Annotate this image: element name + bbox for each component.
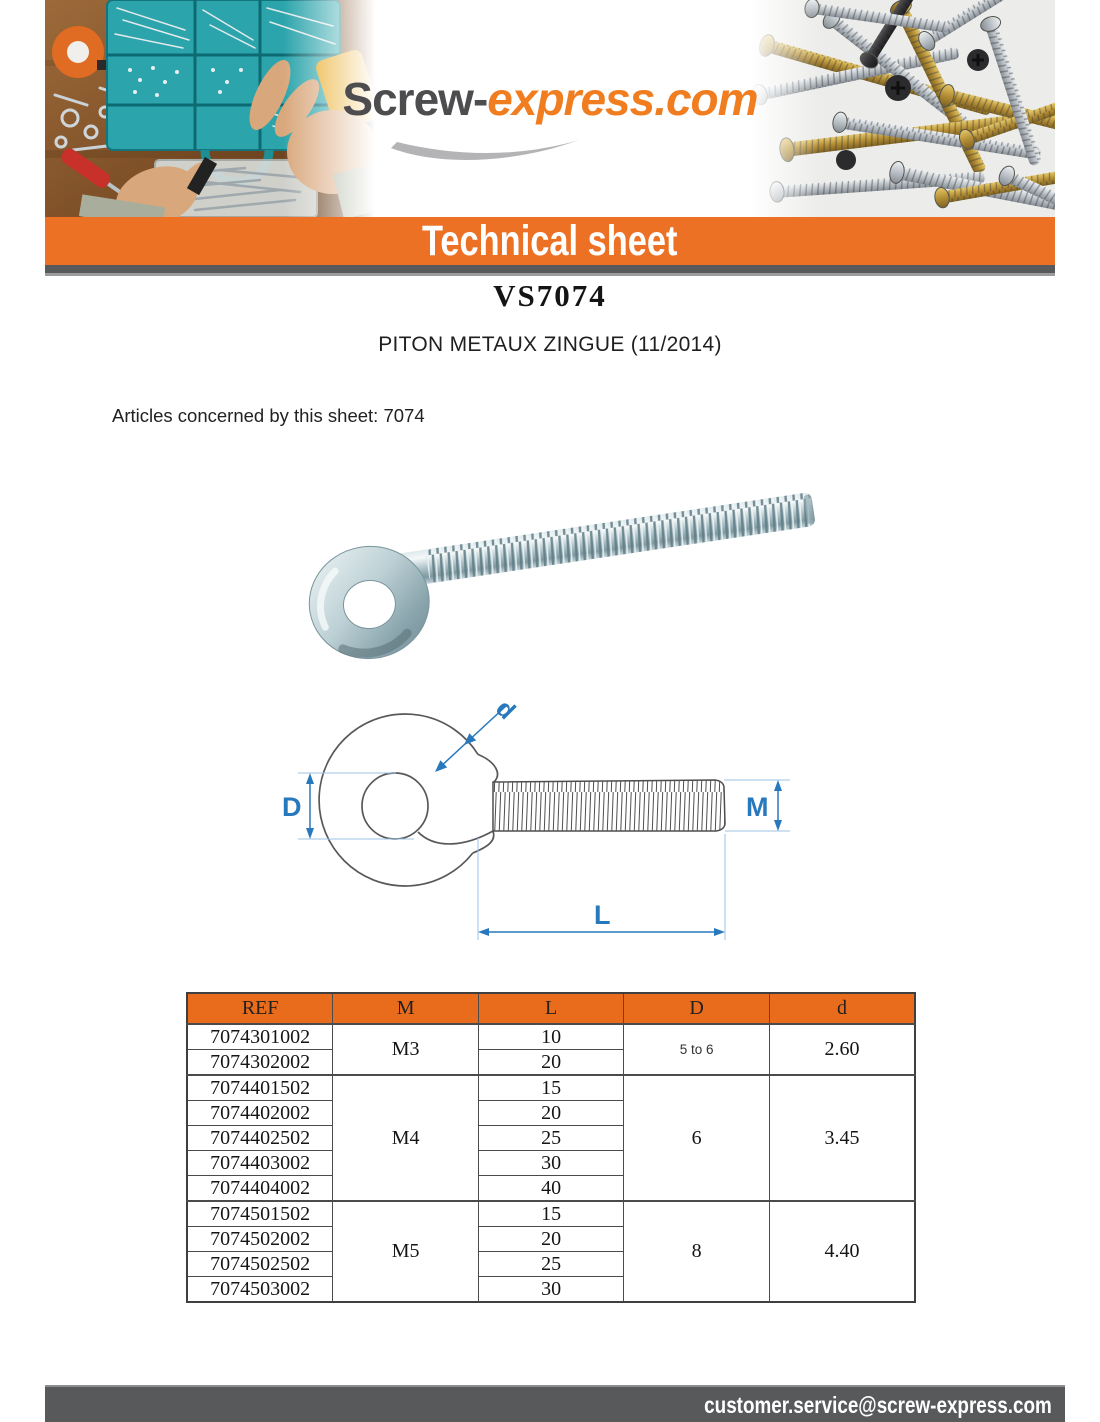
cell-ref: 7074301002 [187,1024,333,1050]
cell-ref: 7074302002 [187,1050,333,1076]
logo-text-gray: Screw- [342,73,488,125]
label-d: d [490,694,521,726]
label-L: L [594,900,611,930]
cell-length: 30 [478,1277,624,1303]
cell-eye-diameter: 8 [624,1201,770,1302]
brand-logo [0,72,1100,126]
footer-bar [45,1385,1065,1422]
articles-note: Articles concerned by this sheet: 7074 [112,405,425,426]
cell-length: 20 [478,1101,624,1126]
cell-eye-diameter: 6 [624,1075,770,1201]
banner-divider [45,265,1055,276]
cell-thread-size: M3 [333,1024,479,1075]
cell-thread-size: M4 [333,1075,479,1201]
dimension-D [282,773,414,839]
column-header: D [624,993,770,1024]
cell-length: 25 [478,1126,624,1151]
cell-wire-diameter: 4.40 [769,1201,915,1302]
cell-length: 15 [478,1075,624,1101]
cell-length: 40 [478,1176,624,1202]
label-D: D [282,792,302,822]
table-row [187,1075,915,1101]
cell-ref: 7074503002 [187,1277,333,1303]
table-header-row [187,993,915,1024]
cell-ref: 7074403002 [187,1151,333,1176]
cell-wire-diameter: 2.60 [769,1024,915,1075]
dimension-L [478,834,725,940]
document-code: VS7074 [493,278,607,313]
table-row [187,1024,915,1050]
column-header: M [333,993,479,1024]
dimension-diagram [268,688,833,978]
column-header: L [478,993,624,1024]
product-title: PITON METAUX ZINGUE (11/2014) [378,333,722,356]
cell-ref: 7074402502 [187,1126,333,1151]
cell-ref: 7074502002 [187,1227,333,1252]
spec-table [186,992,916,1303]
banner-technical-sheet [45,217,1055,265]
cell-length: 25 [478,1252,624,1277]
cell-length: 20 [478,1050,624,1076]
dimension-M [724,780,790,831]
label-M: M [746,792,769,822]
cell-eye-diameter: 5 to 6 [624,1024,770,1075]
footer-email: customer.service@screw-express.com [704,1392,1052,1418]
cell-wire-diameter: 3.45 [769,1075,915,1201]
column-header: REF [187,993,333,1024]
logo-text-orange: express.com [487,73,758,125]
cell-ref: 7074501502 [187,1201,333,1227]
cell-ref: 7074402002 [187,1101,333,1126]
cell-ref: 7074401502 [187,1075,333,1101]
column-header: d [769,993,915,1024]
cell-length: 10 [478,1024,624,1050]
table-row [187,1201,915,1227]
cell-length: 30 [478,1151,624,1176]
cell-thread-size: M5 [333,1201,479,1302]
product-photo-eye-screw [272,453,837,665]
threaded-shank [493,780,725,831]
cell-ref: 7074502502 [187,1252,333,1277]
dimension-d [435,694,521,772]
cell-length: 20 [478,1227,624,1252]
cell-length: 15 [478,1201,624,1227]
banner-title: Technical sheet [422,217,678,265]
logo-swoosh-icon [383,134,593,168]
cell-ref: 7074404002 [187,1176,333,1202]
